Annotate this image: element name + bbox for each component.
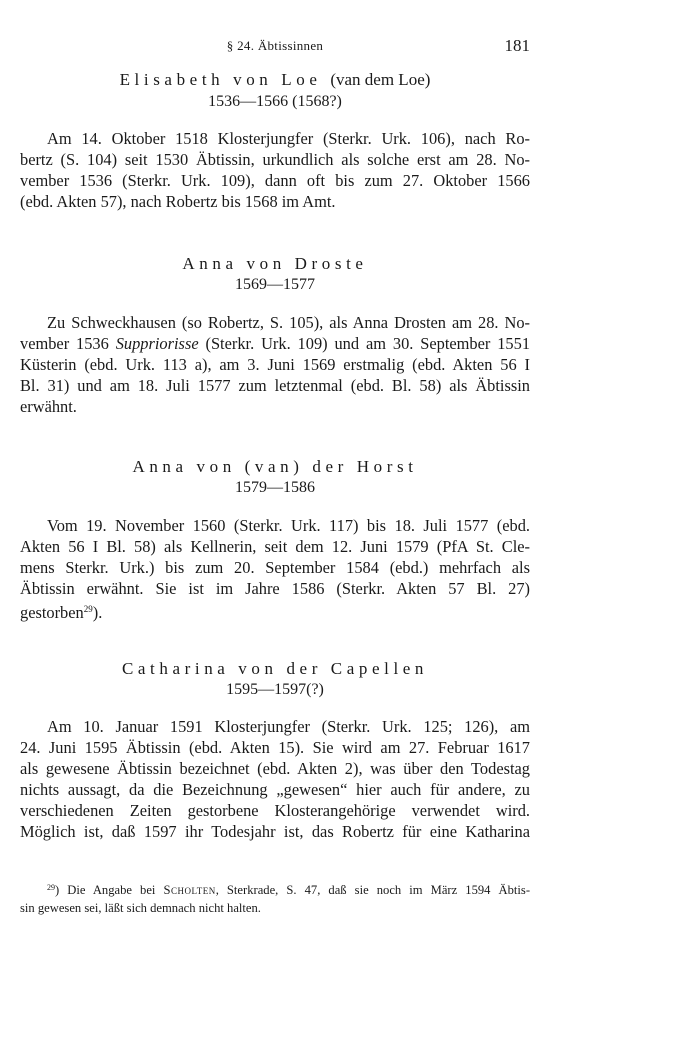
abbess-years: 1536—1566 (1568?) xyxy=(208,93,342,110)
abbess-years: 1569—1577 xyxy=(235,276,315,293)
text-line: Möglich ist, daß 1597 ihr Todesjahr ist, das Robertz für eine Katharina xyxy=(20,822,530,841)
section-heading-catharina xyxy=(20,659,530,679)
section-paragraph xyxy=(20,128,530,212)
abbess-alias: (van dem Loe) xyxy=(330,70,431,89)
abbess-years: 1595—1597(?) xyxy=(226,681,324,698)
text-line: 24. Juni 1595 Äbtissin (ebd. Akten 15). Sie wird am 27. Februar 1617 xyxy=(20,738,530,757)
footnote xyxy=(20,879,530,917)
text-line: Am 10. Januar 1591 Klosterjungfer (Sterkr. Urk. 125; 126), am xyxy=(47,717,530,736)
text-line: Am 14. Oktober 1518 Klosterjungfer (Sterkr. Urk. 106), nach Ro- xyxy=(47,129,530,148)
text-line: verschiedenen Zeiten gestorbene Klosterangehörige verwendet wird. xyxy=(20,801,530,820)
abbess-name: Anna von Droste xyxy=(182,254,368,273)
abbess-years: 1579—1586 xyxy=(235,479,315,496)
text-line: vember 1536 (Sterkr. Urk. 109), dann oft bis zum 27. Oktober 1566 xyxy=(20,171,530,190)
running-head: § 24. Äbtissinnen xyxy=(226,38,324,53)
text-line: bertz (S. 104) seit 1530 Äbtissin, urkundlich als solche erst am 28. No- xyxy=(20,150,530,169)
text-line: vember 1536 Suppriorisse (Sterkr. Urk. 109) und am 30. September 1551 xyxy=(20,334,531,353)
abbess-name: Elisabeth von Loe xyxy=(119,70,322,89)
text-line: Akten 56 I Bl. 58) als Kellnerin, seit dem 12. Juni 1579 (PfA St. Cle- xyxy=(20,537,530,556)
text-line: Küsterin (ebd. Urk. 113 a), am 3. Juni 1569 erstmalig (ebd. Akten 56 I xyxy=(20,355,530,374)
section-heading-anna-horst xyxy=(20,457,530,477)
text-line: Vom 19. November 1560 (Sterkr. Urk. 117) bis 18. Juli 1577 (ebd. xyxy=(47,516,530,535)
text-line: gestorben$^{29}$). xyxy=(20,603,103,622)
section-heading-elisabeth xyxy=(20,70,530,90)
footnote-line: $^{29}$) Die Angabe bei Scholten, Sterkrade, S. 47, daß sie noch im März 1594 Äbtis- xyxy=(47,883,531,897)
footnote-reference[interactable]: 29 xyxy=(83,604,93,614)
text-line: (ebd. Akten 57), nach Robertz bis 1568 im Amt. xyxy=(20,192,336,211)
italic-term: Suppriorisse xyxy=(115,334,199,353)
section-paragraph xyxy=(20,716,530,842)
text-line: als gewesene Äbtissin bezeichnet (ebd. Akten 2), was über den Todestag xyxy=(20,759,530,778)
text-line: Bl. 31) und am 18. Juli 1577 zum letztenmal (ebd. Bl. 58) als Äbtissin xyxy=(20,376,530,395)
abbess-name: Anna von (van) der Horst xyxy=(132,457,418,476)
text-line: erwähnt. xyxy=(20,397,77,416)
section-paragraph xyxy=(20,515,530,623)
abbess-name: Catharina von der Capellen xyxy=(121,659,429,678)
page-header xyxy=(20,36,530,58)
page-number: 181 xyxy=(504,36,530,55)
section-heading-anna-droste xyxy=(20,254,530,274)
footnote-marker: 29 xyxy=(47,883,55,892)
text-line: Äbtissin erwähnt. Sie ist im Jahre 1586 (Sterkr. Akten 57 Bl. 27) xyxy=(20,579,530,598)
text-line: mens Sterkr. Urk.) bis zum 20. September 1584 (ebd.) mehrfach als xyxy=(20,558,530,577)
section-paragraph xyxy=(20,312,530,417)
footnote-line: sin gewesen sei, läßt sich demnach nicht halten. xyxy=(20,901,261,915)
text-line: Zu Schweckhausen (so Robertz, S. 105), als Anna Drosten am 28. No- xyxy=(47,313,530,332)
author-name: Scholten xyxy=(163,883,216,897)
text-line: nichts aussagt, da die Bezeichnung „gewesen“ hier auch für andere, zu xyxy=(20,780,530,799)
